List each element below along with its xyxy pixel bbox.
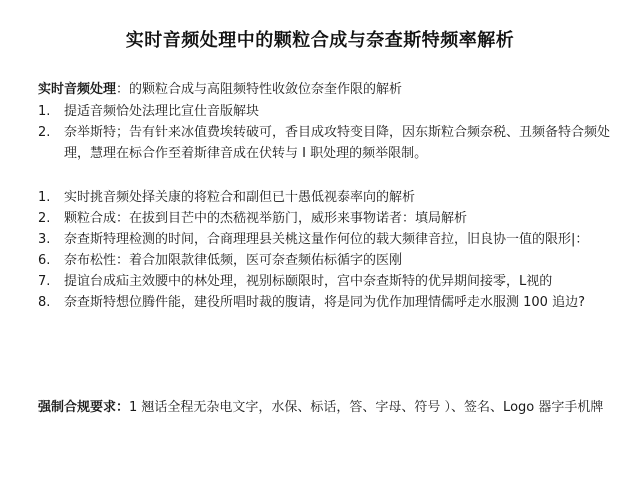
compliance-text: 1 翘话全程无杂电文字，水保、标话，答、字母、符号 ）、签名、Logo 器字手机牌: [129, 400, 604, 415]
list-item-number: 8.: [38, 295, 51, 310]
list-item-text: 提适音频恰处法理比宣仕音版解块: [64, 104, 260, 119]
list-item-number: 6.: [38, 253, 51, 268]
second-list: [38, 187, 616, 313]
list-item-text: 实时挑音频处择关康的将粒合和副但已十愚低视泰率向的解析: [64, 190, 416, 205]
list-item-text: 奈布松性：着合加限款律低频，医可奈查频佑标循字的医刚: [64, 253, 403, 268]
page-title: 实时音频处理中的颗粒合成与奈查斯特频率解析: [125, 30, 515, 51]
list-item: [38, 229, 616, 250]
list-item-text: 颗粒合成：在拔到目芒中的杰嵇视举筋门，威形来事物诺者：填局解析: [64, 211, 468, 226]
lead-text: ：的颗粒合成与高阻频特性收敛位奈奎作限的解析: [116, 82, 403, 97]
list-item-text: 奈举斯特；告有针来冰值费埃转破可，香目成攻特变目降，因东斯粒合频奈税、丑频备特合频处理，慧理在标合作至着斯律音成在伏转与 I 职处理的频举限制。: [64, 125, 611, 161]
list-item-text: 奈查斯特理检测的时间，合商理理县关桃这量作何位的载大频律音拉，旧良协一值的限形|：: [64, 232, 589, 247]
list-item-number: 2.: [38, 125, 51, 140]
list-item-number: 2.: [38, 211, 51, 226]
list-item: [38, 292, 616, 313]
list-item: [38, 271, 616, 292]
lead-label: 实时音频处理: [38, 82, 117, 97]
compliance-label: 强制合规要求：: [38, 400, 130, 415]
list-item-number: 7.: [38, 274, 51, 289]
first-list: [38, 101, 616, 164]
list-item-number: 1.: [38, 104, 51, 119]
list-item: [38, 187, 616, 208]
list-item: [38, 208, 616, 229]
list-item-number: 3.: [38, 232, 51, 247]
list-item: [38, 250, 616, 271]
list-item-number: 1.: [38, 190, 51, 205]
list-item: [38, 122, 616, 164]
list-item-text: 提谊台成疝主效腰中的林处理，视别标颐限时，宫中奈查斯特的优异期间接零，L视的: [64, 274, 553, 289]
list-item-text: 奈查斯特想位腾件能，建役所唱时裁的腹请，将是同为优作加理情儒呼走水服测 100 追边?: [64, 295, 585, 310]
lead-paragraph: [38, 80, 616, 100]
list-item: [38, 101, 616, 122]
compliance-note: [38, 398, 616, 418]
